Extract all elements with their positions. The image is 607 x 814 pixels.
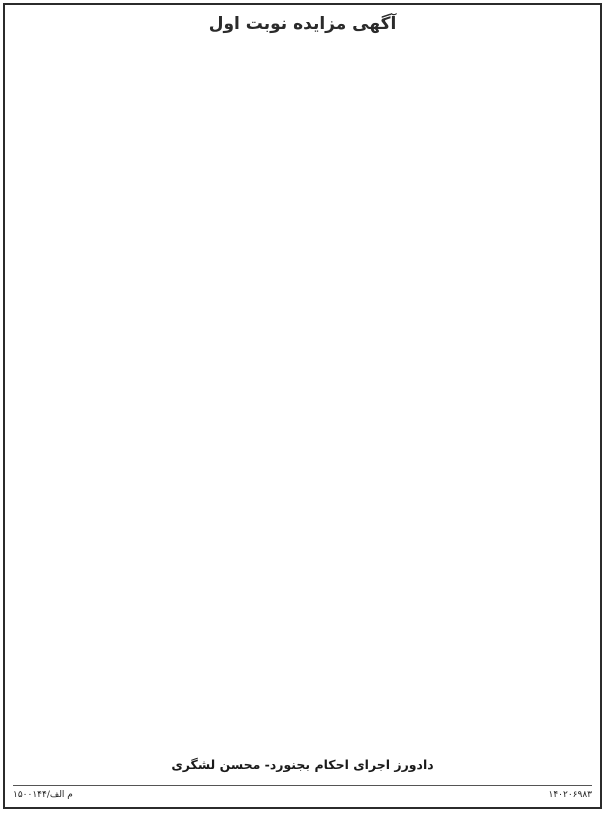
notice-footer <box>13 785 592 806</box>
reference-code: م الف/۱۵۰۰۱۴۴ <box>13 790 73 800</box>
registration-code: ۱۴۰۲۰۶۹۸۳ <box>548 790 592 800</box>
notice-signature: دادورز اجرای احکام بجنورد- محسن لشگری <box>171 757 434 772</box>
notice-title: آگهی مزایده نوبت اول <box>208 14 397 34</box>
notice-body-text <box>15 41 590 55</box>
notice-page <box>3 3 602 809</box>
notice-body <box>15 41 590 753</box>
